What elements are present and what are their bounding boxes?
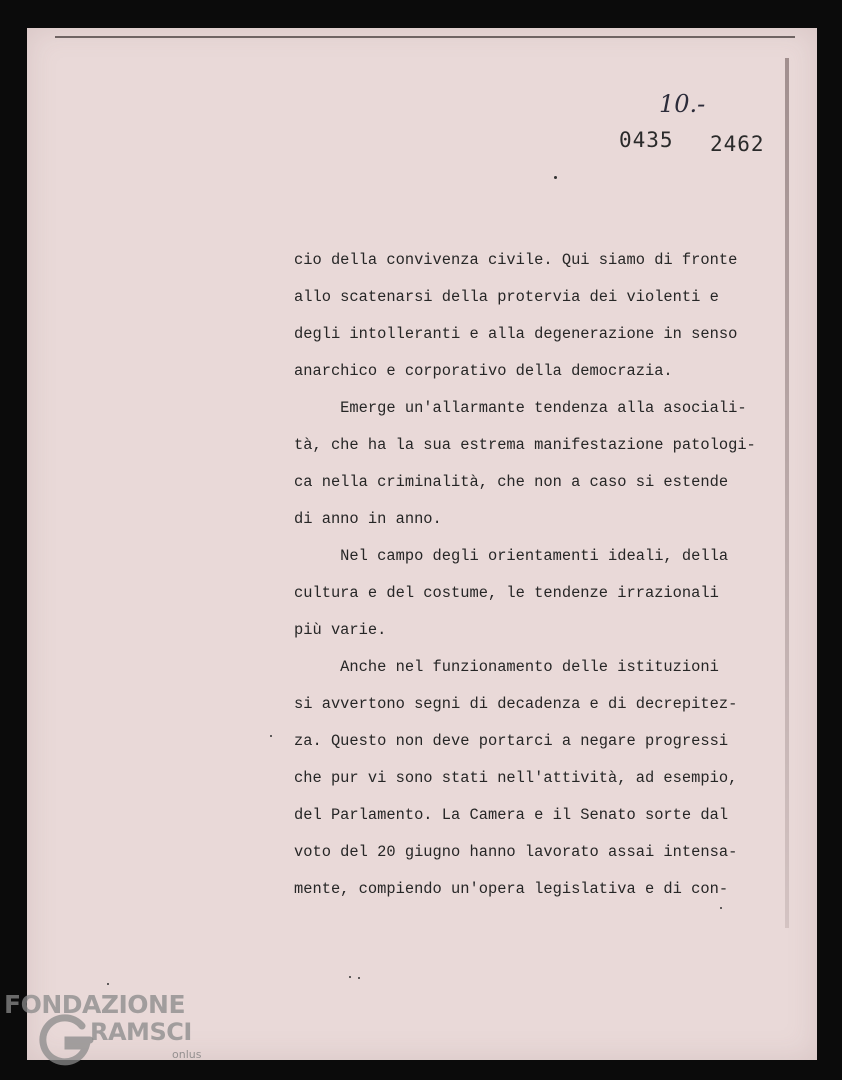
text-line: voto del 20 giugno hanno lavorato assai intensa- [294, 843, 738, 861]
text-line: mente, compiendo un'opera legislativa e di con- [294, 880, 729, 898]
text-line: del Parlamento. La Camera e il Senato sorte dal [294, 806, 729, 824]
text-line: tà, che ha la sua estrema manifestazione patologi- [294, 436, 756, 454]
paper-speck [270, 735, 272, 737]
text-line: degli intolleranti e alla degenerazione in senso [294, 325, 738, 343]
watermark-line2: RAMSCI [90, 1018, 192, 1046]
fondazione-gramsci-watermark [4, 990, 214, 1075]
gramsci-g-logo-icon [38, 1012, 94, 1068]
text-line: anarchico e corporativo della democrazia. [294, 362, 673, 380]
paper-speck [358, 977, 360, 979]
paper-speck [107, 983, 109, 985]
archive-number-right: 2462 [710, 132, 765, 156]
document-page [27, 28, 817, 1060]
paper-speck [349, 976, 351, 978]
text-line: cultura e del costume, le tendenze irrazionali [294, 584, 719, 602]
text-line: Anche nel funzionamento delle istituzioni [294, 658, 719, 676]
text-line: più varie. [294, 621, 387, 639]
text-line: che pur vi sono stati nell'attività, ad esempio, [294, 769, 738, 787]
paper-speck [554, 176, 557, 179]
archive-number-left: 0435 [619, 128, 674, 152]
text-line: allo scatenarsi della protervia dei violenti e [294, 288, 719, 306]
watermark-line1: FONDAZIONE [4, 990, 186, 1019]
text-line: di anno in anno. [294, 510, 442, 528]
text-line: za. Questo non deve portarci a negare progressi [294, 732, 729, 750]
text-line: si avvertono segni di decadenza e di decrepitez- [294, 695, 738, 713]
watermark-line3: onlus [172, 1048, 202, 1061]
top-rule [55, 36, 795, 38]
handwritten-page-number: 10.- [659, 90, 706, 118]
text-line: Emerge un'allarmante tendenza alla asociali- [294, 399, 747, 417]
text-line: Nel campo degli orientamenti ideali, della [294, 547, 729, 565]
text-line: ca nella criminalità, che non a caso si estende [294, 473, 729, 491]
text-line: cio della convivenza civile. Qui siamo di fronte [294, 251, 738, 269]
typed-body-text [294, 242, 784, 908]
page-edge-shadow [785, 58, 789, 928]
